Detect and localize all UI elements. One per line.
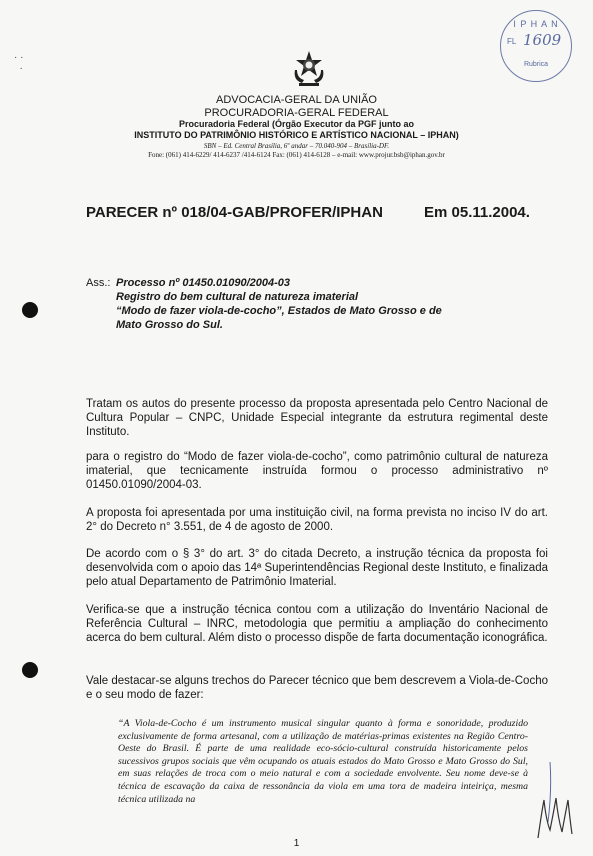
technical-quote: “A Viola-de-Cocho é um instrumento musical singular quanto à forma e sonoridade, produzido exclusivamente de forma artesanal, com a utilização de matérias-primas existentes na Região Centro-Oeste do Brasil. É parte de uma realidade eco-sócio-cultural construída historicamente pelos sucessivos grupos sociais que vêm ocupando os atuais estados do Mato Grosso e Mato Grosso do Sul, em suas relações de troca com o meio natural e com a sociedade envolvente. Seu nome deve-se à técnica de escavação da caixa de ressonância da viola em uma tora de madeira inteiriça, mesma técnica utilizada na (118, 718, 528, 805)
parecer-number: PARECER nº 018/04-GAB/PROFER/IPHAN (86, 204, 383, 221)
subject-line: Processo nº 01450.01090/2004-03 (116, 277, 291, 289)
subject-line: Mato Grosso do Sul. (116, 319, 223, 331)
stamp-number: 1609 (523, 31, 562, 49)
federal-office: Procuradoria Federal (Órgão Executor da PGF junto ao (178, 119, 415, 129)
punch-hole (22, 662, 38, 678)
signature-initials-icon (528, 760, 578, 840)
stamp-rubrica: Rubrica (523, 61, 549, 68)
agency-name: ADVOCACIA-GERAL DA UNIÃO (216, 94, 377, 106)
paragraph: para o registro do “Modo de fazer viola-de-cocho”, como patrimônio cultural de natureza imaterial, que tecnicamente instruída formou o processo administrativo nº 01450.01090/2004-03. (86, 451, 548, 491)
stamp-org: I P H A N (513, 19, 559, 29)
subject-label: Ass.: (86, 277, 111, 289)
paragraph: Vale destacar-se alguns trechos do Parecer técnico que bem descrevem a Viola-de-Cocho e o seu modo de fazer: (86, 675, 548, 701)
procuradoria-name: PROCURADORIA-GERAL FEDERAL (204, 107, 389, 119)
institute-name: INSTITUTO DO PATRIMÔNIO HISTÓRICO E ARTÍSTICO NACIONAL – IPHAN) (134, 130, 459, 140)
subject-line: “Modo de fazer viola-de-cocho”, Estados de Mato Grosso e de (116, 305, 442, 317)
subject-lines (116, 276, 516, 332)
paragraph: Tratam os autos do presente processo da proposta apresentada pelo Centro Nacional de Cultura Popular – CNPC, Unidade Especial integrante da estrutura regimental deste Instituto. (86, 398, 548, 438)
paragraph: Verifica-se que a instrução técnica contou com a utilização do Inventário Nacional de Referência Cultural – INRC, metodologia que permitiu a ampliação do conhecimento acerca do bem cultural. Além disto o processo dispõe de farta documentação iconográfica. (86, 604, 548, 644)
page-number: 1 (293, 838, 300, 849)
stamp-fl: FL (507, 37, 517, 46)
coat-of-arms-icon (292, 50, 326, 88)
subject-line: Registro do bem cultural de natureza imaterial (116, 291, 359, 303)
paragraph: De acordo com o § 3° do art. 3° do citada Decreto, a instrução técnica da proposta foi desenvolvida com o apoio das 14ª Superintendências Regional deste Instituto, e finalizada pelo atual Departamento de Patrimônio Imaterial. (86, 548, 548, 588)
protocol-stamp (500, 10, 572, 82)
paragraph: A proposta foi apresentada por uma instituição civil, na forma prevista no inciso IV do art. 2° do Decreto n° 3.551, de 4 de agosto de 2000. (86, 507, 548, 533)
punch-hole (22, 302, 38, 318)
address-line: SBN – Ed. Central Brasília, 6º andar – 70.040-904 – Brasília-DF. (203, 142, 390, 150)
scan-marks: · · · (14, 52, 24, 74)
contact-line: Fone: (061) 414-6229/ 414-6237 /414-6124 Fax: (061) 414-6128 – e-mail: www.projur.bsb@iphan.gov.br (148, 151, 445, 159)
document-date: Em 05.11.2004. (424, 204, 530, 221)
